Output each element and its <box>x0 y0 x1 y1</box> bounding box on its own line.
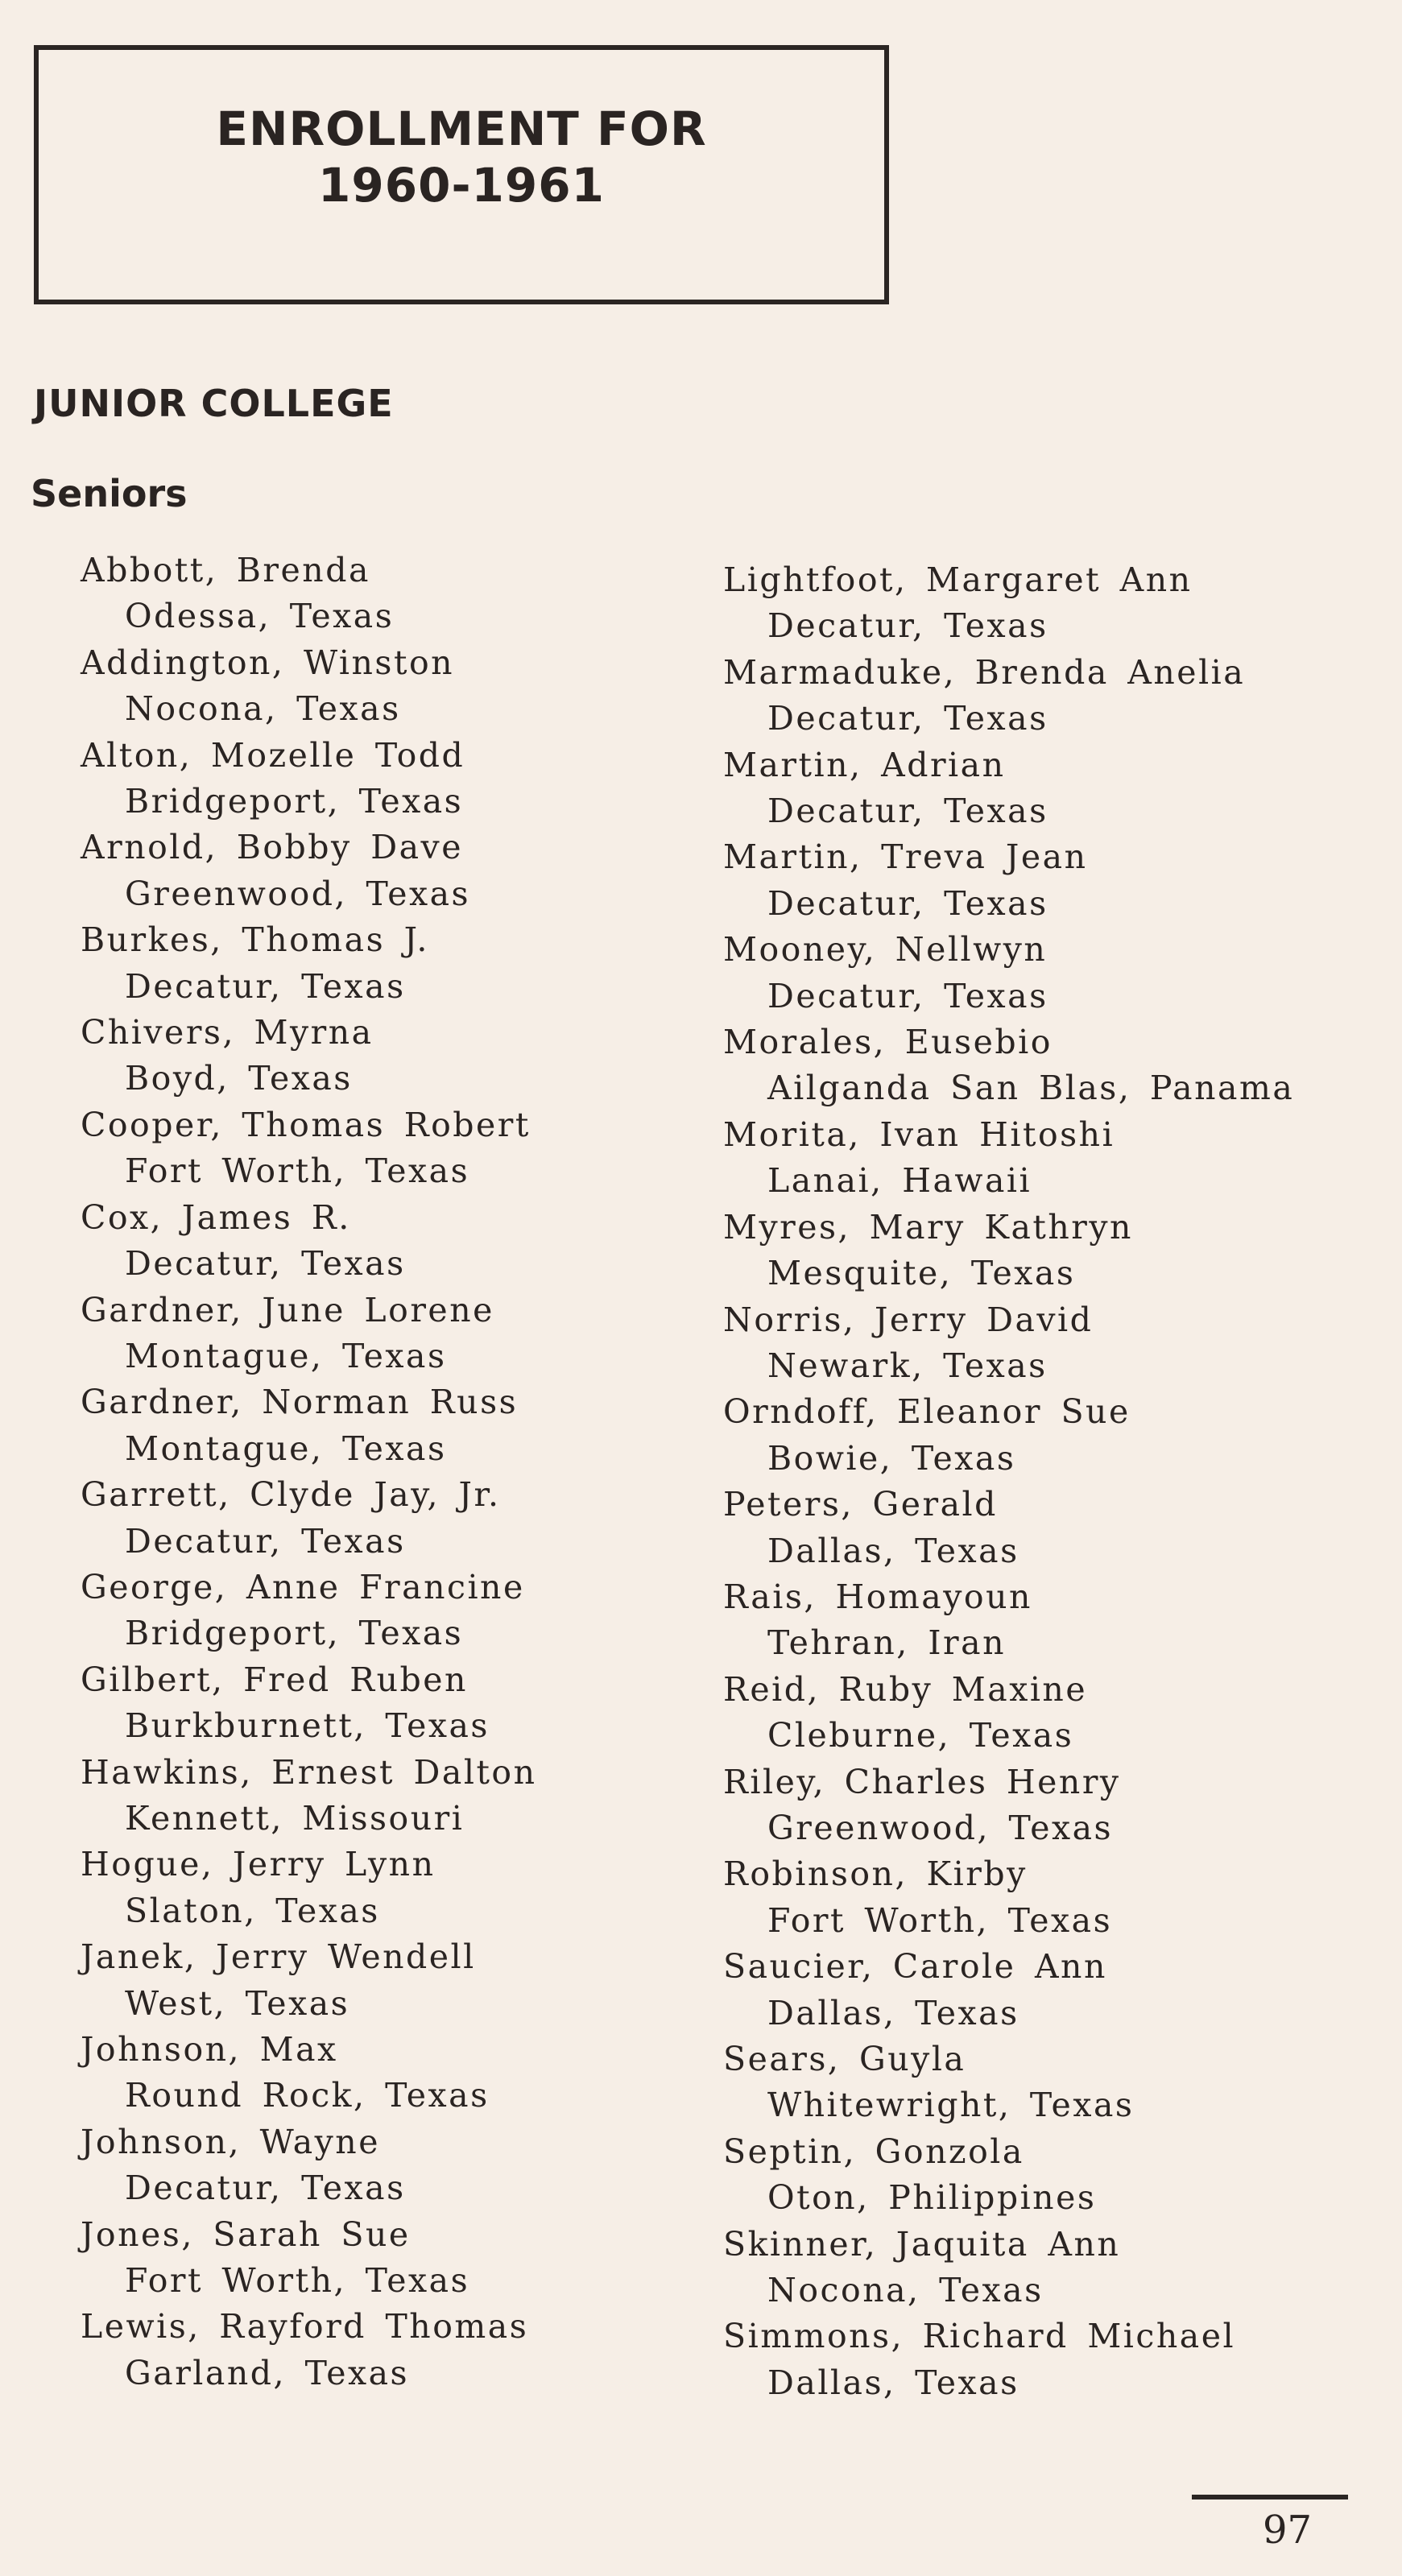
student-hometown: Garland, Texas <box>125 2353 410 2392</box>
student-hometown: Montague, Texas <box>125 1429 447 1468</box>
student-hometown: Fort Worth, Texas <box>125 1152 470 1191</box>
student-entry <box>723 1482 1367 1574</box>
student-hometown: Mesquite, Texas <box>767 1254 1076 1293</box>
student-hometown: Montague, Texas <box>125 1336 447 1375</box>
student-name: Myres, Mary Kathryn <box>723 1207 1133 1247</box>
page-number-rule <box>1192 2495 1348 2500</box>
student-hometown: Round Rock, Texas <box>125 2076 490 2115</box>
student-hometown: Lanai, Hawaii <box>767 1161 1032 1201</box>
student-hometown: Decatur, Texas <box>767 792 1048 831</box>
student-name: Morita, Ivan Hitoshi <box>723 1114 1115 1154</box>
student-entry <box>81 1842 660 1934</box>
student-name: Gardner, Norman Russ <box>81 1383 519 1422</box>
left-student-column <box>81 548 660 2396</box>
student-name: Reid, Ruby Maxine <box>723 1669 1088 1709</box>
student-hometown: Decatur, Texas <box>767 606 1048 646</box>
student-hometown: Whitewright, Texas <box>767 2086 1135 2125</box>
student-entry <box>723 557 1367 650</box>
student-entry <box>723 1205 1367 1297</box>
student-entry <box>723 1389 1367 1482</box>
student-hometown: Greenwood, Texas <box>125 874 471 913</box>
student-name: Mooney, Nellwyn <box>723 930 1048 970</box>
student-hometown: Decatur, Texas <box>125 966 406 1006</box>
right-student-column <box>723 557 1367 2406</box>
student-hometown: Ailganda San Blas, Panama <box>767 1069 1295 1108</box>
student-name: Rais, Homayoun <box>723 1577 1032 1616</box>
student-entry <box>81 640 660 733</box>
student-entry <box>81 1010 660 1102</box>
student-name: Abbott, Brenda <box>81 551 370 589</box>
student-entry <box>81 733 660 825</box>
student-hometown: Decatur, Texas <box>125 1521 406 1561</box>
student-name: Cooper, Thomas Robert <box>81 1105 531 1144</box>
student-name: Garrett, Clyde Jay, Jr. <box>81 1475 501 1515</box>
student-entry <box>723 2129 1367 2222</box>
student-name: Sears, Guyla <box>723 2040 966 2078</box>
student-hometown: Decatur, Texas <box>767 699 1048 738</box>
student-entry <box>723 2222 1367 2314</box>
student-entry <box>81 2304 660 2396</box>
student-name: Cox, James R. <box>81 1197 351 1237</box>
student-entry <box>723 2036 1367 2129</box>
student-hometown: Burkburnett, Texas <box>125 1706 490 1746</box>
student-entry <box>81 917 660 1010</box>
student-hometown: Kennett, Missouri <box>125 1798 465 1838</box>
student-entry <box>723 742 1367 835</box>
student-name: Arnold, Bobby Dave <box>81 828 463 867</box>
student-hometown: Greenwood, Texas <box>767 1808 1114 1847</box>
student-entry <box>81 1379 660 1472</box>
student-name: Morales, Eusebio <box>723 1023 1053 1062</box>
student-entry <box>81 548 660 640</box>
student-entry <box>723 927 1367 1019</box>
student-name: Alton, Mozelle Todd <box>81 735 465 775</box>
class-subheading: Seniors <box>31 472 188 515</box>
student-hometown: West, Texas <box>125 1983 350 2023</box>
student-hometown: Decatur, Texas <box>125 2169 406 2208</box>
student-entry <box>81 2027 660 2119</box>
student-name: Johnson, Max <box>81 2030 338 2069</box>
section-heading: JUNIOR COLLEGE <box>34 382 394 425</box>
student-hometown: Bowie, Texas <box>767 1438 1016 1478</box>
student-hometown: Odessa, Texas <box>125 597 395 636</box>
student-entry <box>81 1750 660 1842</box>
student-name: Orndoff, Eleanor Sue <box>723 1392 1131 1432</box>
student-name: Saucier, Carole Ann <box>723 1947 1107 1987</box>
student-entry <box>723 2313 1367 2406</box>
student-hometown: Decatur, Texas <box>767 883 1048 923</box>
student-name: Martin, Treva Jean <box>723 837 1088 877</box>
student-name: Chivers, Myrna <box>81 1013 374 1052</box>
student-name: Lightfoot, Margaret Ann <box>723 560 1193 599</box>
student-name: Riley, Charles Henry <box>723 1762 1121 1801</box>
student-name: Jones, Sarah Sue <box>81 2214 411 2254</box>
student-entry <box>81 2212 660 2305</box>
student-hometown: Slaton, Texas <box>125 1891 380 1930</box>
student-entry <box>723 1019 1367 1112</box>
student-entry <box>81 1102 660 1195</box>
student-hometown: Bridgeport, Texas <box>125 782 464 821</box>
student-name: Marmaduke, Brenda Anelia <box>723 652 1246 692</box>
student-name: Gilbert, Fred Ruben <box>81 1660 468 1699</box>
student-entry <box>81 1657 660 1750</box>
student-entry <box>723 1112 1367 1205</box>
student-name: Skinner, Jaquita Ann <box>723 2224 1121 2264</box>
student-entry <box>81 1288 660 1380</box>
student-name: Septin, Gonzola <box>723 2132 1024 2171</box>
student-name: George, Anne Francine <box>81 1567 525 1606</box>
student-entry <box>81 825 660 917</box>
student-name: Simmons, Richard Michael <box>723 2317 1236 2356</box>
student-name: Norris, Jerry David <box>723 1300 1094 1339</box>
student-hometown: Decatur, Texas <box>767 976 1048 1015</box>
page-number: 97 <box>1263 2508 1313 2553</box>
student-entry <box>81 1195 660 1288</box>
student-name: Johnson, Wayne <box>81 2122 380 2161</box>
student-entry <box>723 1759 1367 1852</box>
student-hometown: Tehran, Iran <box>767 1623 1006 1663</box>
student-hometown: Decatur, Texas <box>125 1244 406 1284</box>
student-name: Peters, Gerald <box>723 1485 998 1524</box>
student-hometown: Dallas, Texas <box>767 1993 1019 2032</box>
student-hometown: Cleburne, Texas <box>767 1716 1074 1755</box>
student-name: Gardner, June Lorene <box>81 1290 494 1329</box>
student-name: Janek, Jerry Wendell <box>81 1937 476 1977</box>
student-entry <box>81 1472 660 1565</box>
student-entry <box>723 1297 1367 1390</box>
student-entry <box>723 1944 1367 2036</box>
student-hometown: Nocona, Texas <box>125 689 401 729</box>
title-line-1: ENROLLMENT FOR <box>216 101 707 156</box>
student-hometown: Boyd, Texas <box>125 1059 353 1098</box>
student-hometown: Newark, Texas <box>767 1346 1048 1385</box>
student-entry <box>81 1934 660 2027</box>
student-name: Addington, Winston <box>81 643 455 682</box>
student-name: Hogue, Jerry Lynn <box>81 1845 436 1884</box>
student-entry <box>723 1574 1367 1667</box>
student-entry <box>81 1565 660 1657</box>
student-hometown: Dallas, Texas <box>767 1531 1019 1570</box>
student-entry <box>723 650 1367 742</box>
student-entry <box>723 1851 1367 1944</box>
student-name: Robinson, Kirby <box>723 1854 1028 1894</box>
title-line-2: 1960-1961 <box>318 158 605 213</box>
student-name: Hawkins, Ernest Dalton <box>81 1752 537 1792</box>
enrollment-title-box <box>34 45 889 304</box>
student-name: Burkes, Thomas J. <box>81 920 429 960</box>
student-hometown: Bridgeport, Texas <box>125 1614 464 1653</box>
student-hometown: Nocona, Texas <box>767 2271 1044 2310</box>
student-name: Martin, Adrian <box>723 745 1006 784</box>
student-hometown: Fort Worth, Texas <box>125 2261 470 2301</box>
student-hometown: Fort Worth, Texas <box>767 1900 1113 1940</box>
student-entry <box>723 834 1367 927</box>
student-entry <box>723 1667 1367 1759</box>
student-hometown: Dallas, Texas <box>767 2363 1019 2402</box>
student-name: Lewis, Rayford Thomas <box>81 2307 529 2347</box>
student-entry <box>81 2119 660 2212</box>
student-hometown: Oton, Philippines <box>767 2178 1097 2218</box>
